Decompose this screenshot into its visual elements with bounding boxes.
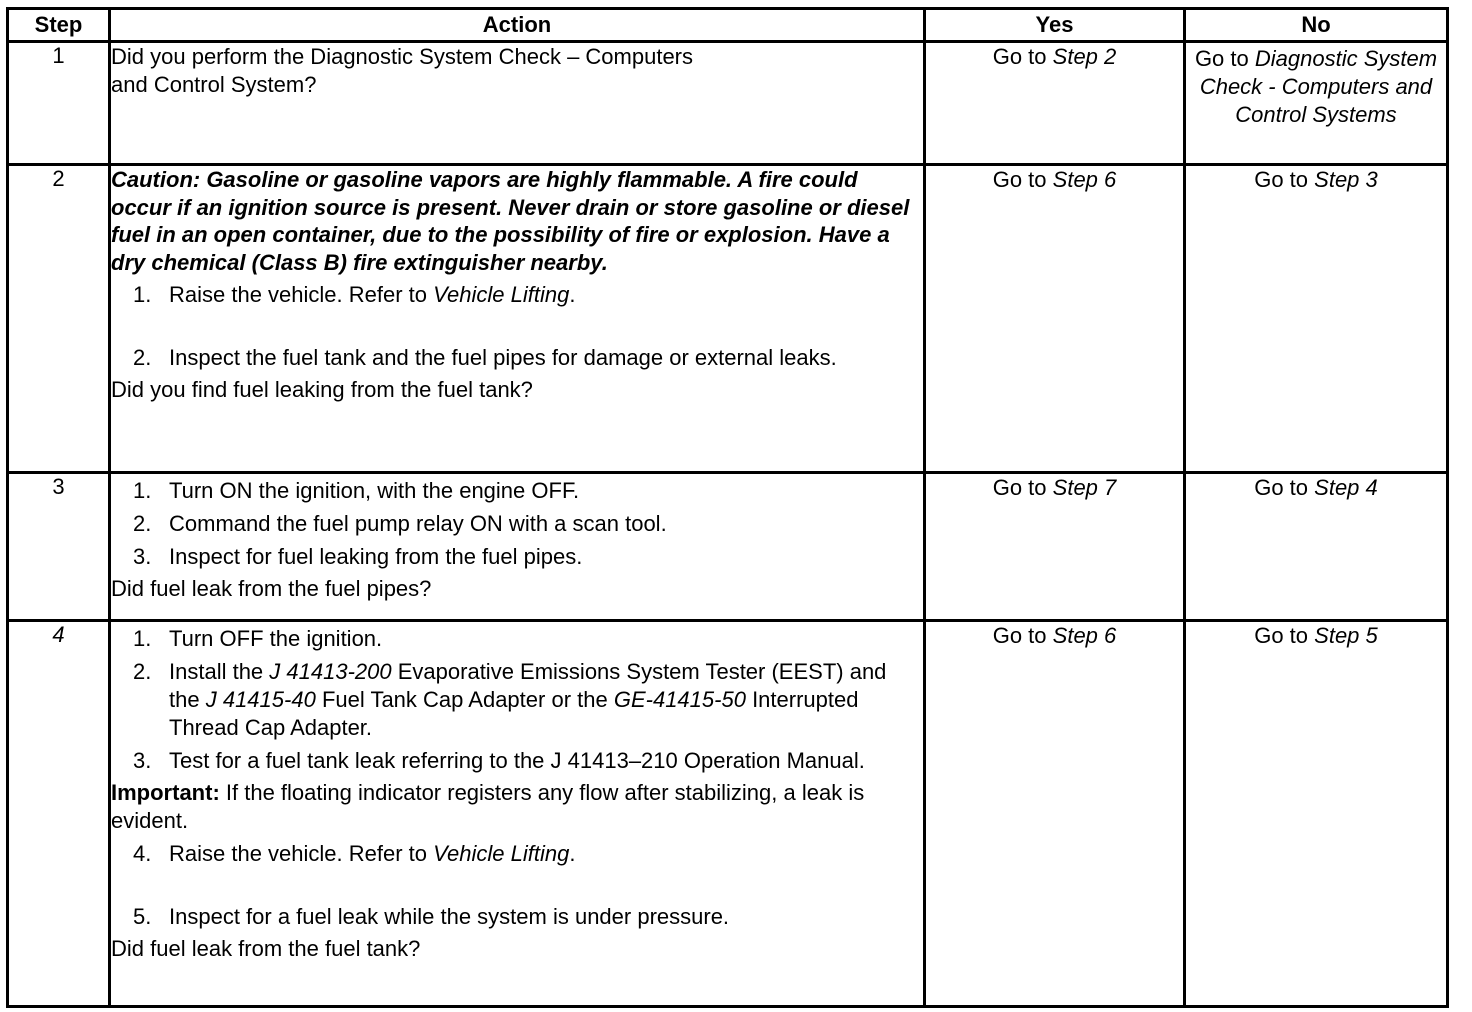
goto-target: Diagnostic System Check - Computers and Control Systems [1199, 46, 1438, 127]
list-item: 1. Turn ON the ignition, with the engine OFF. [133, 478, 580, 503]
goto-prefix: Go to [1254, 475, 1309, 500]
goto-target: Step 2 [1052, 44, 1117, 69]
list-item: 3. Test for a fuel tank leak referring to the J 41413–210 Operation Manual. [133, 748, 865, 773]
goto-target: Step 7 [1052, 475, 1117, 500]
table-row [8, 621, 1448, 1007]
table-row [8, 165, 1448, 473]
action-cell [110, 621, 925, 1007]
action-text: and Control System? [111, 72, 317, 97]
caution-text: Caution: Gasoline or gasoline vapors are highly flammable. A fire could occur if an ignition source is present. Never drain or store gasoline or diesel fuel in an open container, due to the possibility of fire or explosion. Have a dry chemical (Class B) fire extinguisher nearby. [111, 167, 910, 275]
goto-target: Step 3 [1314, 167, 1378, 192]
no-cell [1185, 621, 1448, 1007]
list-item: 2. Command the fuel pump relay ON with a scan tool. [133, 511, 667, 536]
header-step: Step [8, 9, 110, 42]
step-number: 3 [8, 473, 110, 621]
action-cell [110, 473, 925, 621]
reference-link: Vehicle Lifting [433, 841, 570, 866]
goto-prefix: Go to [1254, 167, 1309, 192]
goto-prefix: Go to [992, 167, 1047, 192]
goto-target: Step 6 [1052, 167, 1117, 192]
goto-prefix: Go to [992, 475, 1047, 500]
step-number: 1 [8, 42, 110, 165]
header-row [8, 9, 1448, 42]
tool-ref: GE-41415-50 [613, 687, 746, 712]
question-text: Did fuel leak from the fuel pipes? [111, 576, 432, 601]
goto-prefix: Go to [1254, 623, 1309, 648]
yes-cell [925, 621, 1185, 1007]
tool-ref: J 41413-200 [269, 659, 392, 684]
diagnostic-table [6, 7, 1449, 1008]
list-item: 2. Inspect the fuel tank and the fuel pipes for damage or external leaks. [133, 345, 837, 370]
no-cell [1185, 473, 1448, 621]
header-action: Action [110, 9, 925, 42]
tool-ref: J 41415-40 [205, 687, 316, 712]
no-cell [1185, 165, 1448, 473]
goto-prefix: Go to [992, 623, 1047, 648]
action-text: Did you perform the Diagnostic System Check – Computers [111, 44, 694, 69]
goto-target: Step 6 [1052, 623, 1117, 648]
no-cell [1185, 42, 1448, 165]
table-row [8, 42, 1448, 165]
list-item: 5. Inspect for a fuel leak while the system is under pressure. [133, 904, 730, 929]
goto-prefix: Go to [992, 44, 1047, 69]
goto-prefix: Go to [1194, 46, 1249, 71]
table-row [8, 473, 1448, 621]
reference-link: Vehicle Lifting [433, 282, 570, 307]
important-note: Important: If the floating indicator registers any flow after stabilizing, a leak is evident. [111, 780, 865, 833]
list-item: 1. Turn OFF the ignition. [133, 626, 383, 651]
header-no: No [1185, 9, 1448, 42]
list-item: 1. Raise the vehicle. Refer to Vehicle Lifting. [133, 282, 576, 307]
list-item: 2. Install the J 41413-200 Evaporative Emissions System Tester (EEST) and the J 41415-40 Fuel Tank Cap Adapter or the GE-41415-50 Interrupted Thread Cap Adapter. [133, 659, 887, 740]
yes-cell [925, 165, 1185, 473]
list-item: 3. Inspect for fuel leaking from the fuel pipes. [133, 544, 583, 569]
step-number: 2 [8, 165, 110, 473]
goto-target: Step 4 [1314, 475, 1378, 500]
list-item: 4. Raise the vehicle. Refer to Vehicle Lifting. [133, 841, 576, 866]
action-cell [110, 165, 925, 473]
question-text: Did you find fuel leaking from the fuel tank? [111, 377, 533, 402]
step-number: 4 [8, 621, 110, 1007]
action-cell [110, 42, 925, 165]
header-yes: Yes [925, 9, 1185, 42]
goto-target: Step 5 [1314, 623, 1378, 648]
yes-cell [925, 473, 1185, 621]
question-text: Did fuel leak from the fuel tank? [111, 936, 421, 961]
yes-cell [925, 42, 1185, 165]
